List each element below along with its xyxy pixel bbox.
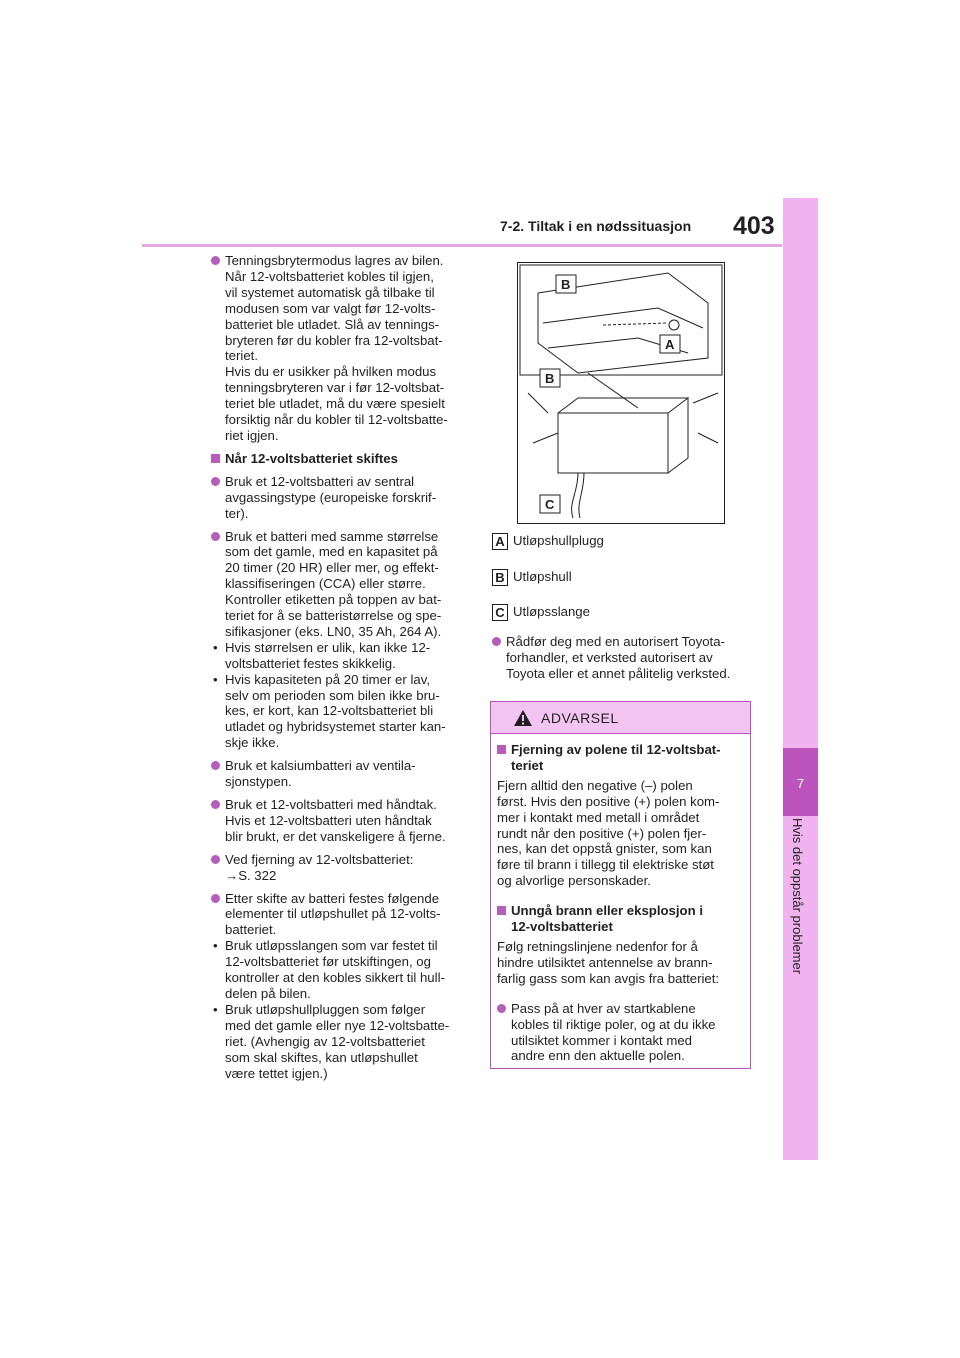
- chapter-number: 7: [796, 776, 805, 791]
- bullet-removal-ref: Ved fjerning av 12-voltsbatteriet: →S. 322: [211, 852, 469, 884]
- chapter-side-tab: [783, 198, 818, 1160]
- figure-label-b: B: [545, 371, 555, 386]
- sub-vent-plug: • Bruk utløpshullpluggen som følger med det gamle eller nye 12-voltsbatte- riet. (Avhengig av 12-voltsbatteriet som skal skiftes, kan utløpshullet være tettet igjen.): [211, 1002, 469, 1082]
- warning-text-fire: Følg retningslinjene nedenfor for å hindre utilsiktet antennelse av brann- farlig gass som kan avgis fra batteriet:: [497, 938, 720, 986]
- chapter-title: Hvis det oppstår problemer: [790, 818, 805, 975]
- legend-text-a: Utløpshullplugg: [513, 533, 604, 548]
- chapter-number-tab: [783, 748, 818, 816]
- warning-body: [491, 734, 750, 1064]
- sub-vent-hose: • Bruk utløpsslangen som var festet til 12-voltsbatteriet før utskiftingen, og kontroller at den kobles sikkert til hull- delen på bilen.: [211, 938, 469, 1002]
- left-column: [211, 253, 469, 1081]
- warning-header: [491, 702, 750, 734]
- bullet-calcium-battery: Bruk et kalsiumbatteri av ventila- sjonstypen.: [211, 758, 469, 790]
- legend-item-c: [492, 604, 590, 621]
- legend-text-c: Utløpsslange: [513, 604, 590, 619]
- vent-hose-shape: [572, 473, 578, 518]
- bullet-consult-dealer: Rådfør deg med en autorisert Toyota- forhandler, et verksted autorisert av Toyota eller et annet pålitelig verksted.: [492, 634, 768, 682]
- warning-heading-terminals: Fjerning av polene til 12-voltsbat- teriet: [497, 742, 744, 774]
- figure-label-c: C: [545, 497, 555, 512]
- warning-bullet-jumper-cables: Pass på at hver av startkablene kobles til riktige poler, og at du ikke utilsiktet kommer i kontakt med andre enn den aktuelle polen.: [497, 1001, 744, 1065]
- figure-label-a: A: [665, 337, 675, 352]
- section-title: 7-2. Tiltak i en nødssituasjon: [500, 218, 692, 234]
- bullet-same-size: Bruk et batteri med samme størrelse som det gamle, med en kapasitet på 20 timer (20 HR) eller mer, og effekt- klassifiseringen (CCA) eller større. Kontroller etiketten på toppen av bat- teriet for å se batteristørrelse og spe- sifikasjoner (eks. LN0, 35 Ah, 264 A).: [211, 529, 469, 640]
- detail-inset-frame: [520, 265, 722, 375]
- legend-item-a: [492, 533, 604, 550]
- warning-title: ADVARSEL: [541, 710, 619, 726]
- battery-body: [558, 413, 668, 473]
- sub-size-differs: • Hvis størrelsen er ulik, kan ikke 12- voltsbatteriet festes skikkelig.: [211, 640, 469, 672]
- header-rule: [142, 244, 782, 247]
- page-number: 403: [733, 212, 775, 240]
- sub-low-capacity: • Hvis kapasiteten på 20 timer er lav, selv om perioden som bilen ikke bru- kes, er kort, kan 12-voltsbatteriet bli utladet og hybridsystemet starter kan- skje ikke.: [211, 672, 469, 752]
- legend-key-a: A: [492, 533, 508, 550]
- battery-illustration: [517, 262, 725, 524]
- warning-box: [490, 701, 751, 1069]
- warning-triangle-icon: [513, 709, 533, 727]
- warning-text-terminals: Fjern alltid den negative (–) polen først. Hvis den positive (+) polen kom- mer i kontakt med metall i området rundt når den positive (+) polen fjer- nes, kan det oppstå gnister, som kan føre til brann i tillegg til elektriske støt og alvorlige personskader.: [497, 777, 720, 889]
- figure-label-b-top: B: [561, 277, 571, 292]
- bullet-after-replacement: Etter skifte av batteri festes følgende elementer til utløpshullet på 12-volts- batteriet.: [211, 891, 469, 939]
- bullet-venting-type: Bruk et 12-voltsbatteri av sentral avgassingstype (europeiske forskrif- ter).: [211, 474, 469, 522]
- battery-diagram-svg: [518, 263, 724, 523]
- legend-key-c: C: [492, 604, 508, 621]
- bullet-ignition-mode: Tenningsbrytermodus lagres av bilen. Når 12-voltsbatteriet kobles til igjen, vil systemet automatisk gå tilbake til modusen som var valgt før 12-volts- batteriet ble utladet. Slå av tennings- bryteren før du kobler fra 12-voltsbat- teriet. Hvis du er usikker på hvilken modus tenningsbryteren var i før 12-voltsbat- teriet ble utladet, må du være spesielt forsiktig når du kobler til 12-voltsbatte- riet igjen.: [211, 253, 469, 444]
- heading-battery-replacement: Når 12-voltsbatteriet skiftes: [211, 451, 469, 467]
- drain-plug-shape: [669, 320, 679, 330]
- legend-text-b: Utløpshull: [513, 569, 572, 584]
- legend-key-b: B: [492, 569, 508, 586]
- warning-heading-fire: Unngå brann eller eksplosjon i 12-voltsbatteriet: [497, 903, 744, 935]
- bullet-handle: Bruk et 12-voltsbatteri med håndtak. Hvis et 12-voltsbatteri uten håndtak blir brukt, er det vanskeligere å fjerne.: [211, 797, 469, 845]
- legend-item-b: [492, 569, 572, 586]
